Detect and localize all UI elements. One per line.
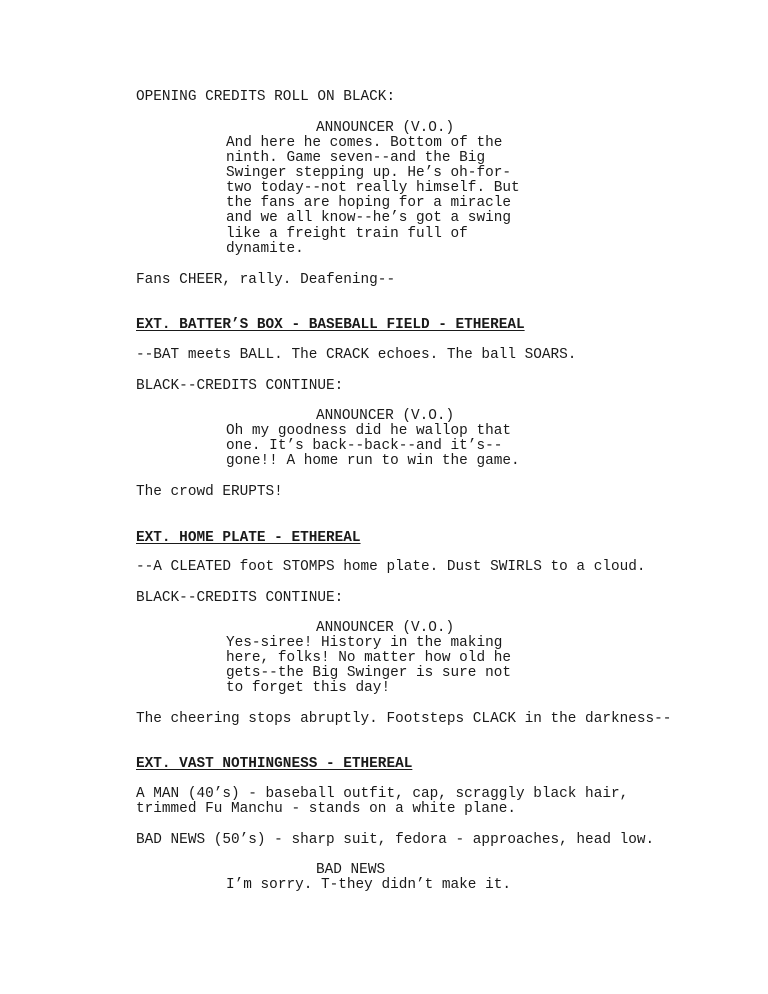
dialogue-announcer-3: Yes-siree! History in the making here, folks! No matter how old he gets--the Big Swinger is sure not to forget this day!	[226, 635, 511, 697]
character-announcer: ANNOUNCER (V.O.)	[316, 408, 455, 424]
transition-black-credits: BLACK--CREDITS CONTINUE:	[136, 378, 344, 394]
action-cheering-stops: The cheering stops abruptly. Footsteps CLACK in the darkness--	[136, 711, 672, 727]
slugline-home-plate: EXT. HOME PLATE - ETHEREAL	[136, 530, 361, 546]
dialogue-bad-news: I’m sorry. T-they didn’t make it.	[226, 877, 511, 893]
slugline-vast-nothingness: EXT. VAST NOTHINGNESS - ETHEREAL	[136, 756, 413, 772]
transition-black-credits: BLACK--CREDITS CONTINUE:	[136, 590, 344, 606]
dialogue-announcer-2: Oh my goodness did he wallop that one. It’s back--back--and it’s-- gone!! A home run to win the game.	[226, 423, 520, 470]
dialogue-announcer-1: And here he comes. Bottom of the ninth. Game seven--and the Big Swinger stepping up. He’s oh-for- two today--not really himself. But the fans are hoping for a miracle and we all know--he’s got a swing like a freight train full of dynamite.	[226, 135, 520, 257]
slugline-batters-box: EXT. BATTER’S BOX - BASEBALL FIELD - ETHEREAL	[136, 317, 525, 333]
action-a-man: A MAN (40’s) - baseball outfit, cap, scraggly black hair, trimmed Fu Manchu - stands on a white plane.	[136, 786, 629, 818]
character-announcer: ANNOUNCER (V.O.)	[316, 620, 455, 636]
character-announcer: ANNOUNCER (V.O.)	[316, 120, 455, 136]
character-bad-news: BAD NEWS	[316, 862, 386, 878]
action-cleated-foot: --A CLEATED foot STOMPS home plate. Dust SWIRLS to a cloud.	[136, 559, 646, 575]
action-bad-news: BAD NEWS (50’s) - sharp suit, fedora - approaches, head low.	[136, 832, 655, 848]
action-fans-cheer: Fans CHEER, rally. Deafening--	[136, 272, 396, 288]
action-opening-credits: OPENING CREDITS ROLL ON BLACK:	[136, 89, 396, 105]
action-bat-meets-ball: --BAT meets BALL. The CRACK echoes. The ball SOARS.	[136, 347, 577, 363]
action-crowd-erupts: The crowd ERUPTS!	[136, 484, 283, 500]
